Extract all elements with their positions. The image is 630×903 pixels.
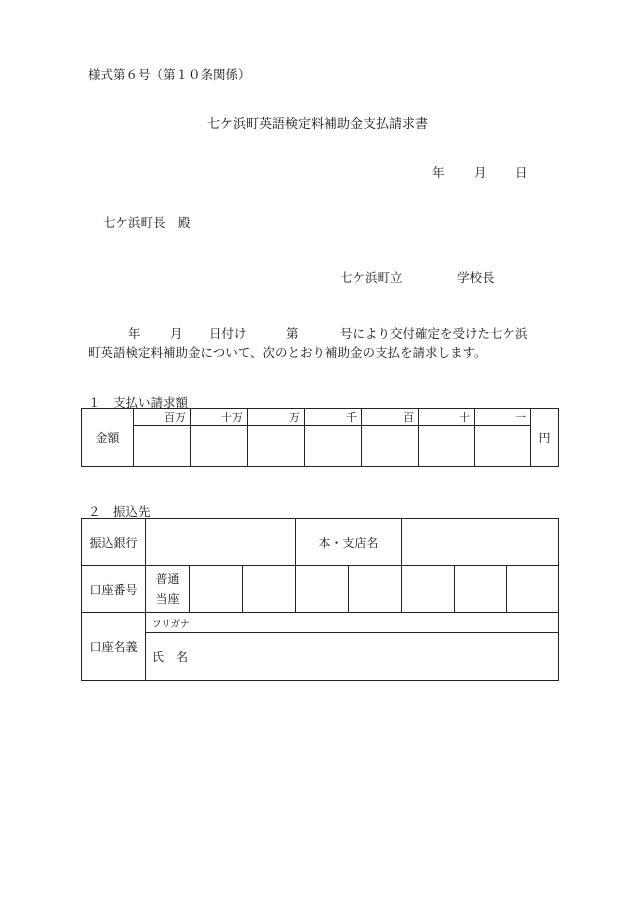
sender-prefix: 七ケ浜町立: [340, 270, 403, 285]
name-label: 氏 名: [152, 650, 189, 664]
unit-ichi: 一: [475, 409, 531, 426]
account-digit-3[interactable]: [296, 566, 349, 613]
bank-label: 振込銀行: [82, 519, 146, 566]
account-digit-7[interactable]: [507, 566, 559, 613]
unit-ju: 十: [419, 409, 475, 426]
amount-digit-juman[interactable]: [191, 426, 248, 467]
unit-hyaku: 百: [362, 409, 419, 426]
bank-name-field[interactable]: [146, 519, 296, 566]
body-year: 年: [128, 326, 141, 341]
furigana-field[interactable]: [146, 613, 559, 633]
body-month: 月: [170, 326, 183, 341]
branch-label: 本・支店名: [296, 519, 402, 566]
date-year: 年: [432, 165, 445, 180]
amount-digit-ichi[interactable]: [475, 426, 531, 467]
amount-digit-hyakuman[interactable]: [134, 426, 191, 467]
account-digit-4[interactable]: [349, 566, 402, 613]
branch-name-field[interactable]: [402, 519, 559, 566]
body-dai: 第: [286, 326, 299, 341]
account-type[interactable]: [146, 566, 190, 613]
addressee: 七ケ浜町長 殿: [103, 215, 191, 230]
date-month: 月: [474, 165, 487, 180]
holder-name-field[interactable]: [146, 633, 559, 681]
furigana-label: フリガナ: [152, 618, 190, 630]
body-dated: 日付け: [209, 326, 247, 341]
account-type-toza[interactable]: 当座: [155, 592, 180, 606]
amount-digit-sen[interactable]: [305, 426, 362, 467]
amount-table: [81, 408, 559, 467]
account-digit-1[interactable]: [190, 566, 243, 613]
body-line2: 町英語検定料補助金について、次のとおり補助金の支払を請求します。: [88, 345, 487, 360]
yen-label: 円: [531, 409, 559, 467]
amount-digit-man[interactable]: [248, 426, 305, 467]
sender-suffix: 学校長: [457, 270, 495, 285]
unit-juman: 十万: [191, 409, 248, 426]
unit-man: 万: [248, 409, 305, 426]
account-digit-2[interactable]: [243, 566, 296, 613]
unit-sen: 千: [305, 409, 362, 426]
amount-digit-hyaku[interactable]: [362, 426, 419, 467]
account-digit-5[interactable]: [402, 566, 455, 613]
unit-hyakuman: 百万: [134, 409, 191, 426]
account-type-futsu[interactable]: 普通: [155, 572, 180, 586]
bank-table: [81, 518, 559, 681]
section1-heading: １ 支払い請求額: [88, 395, 189, 410]
holder-label: 口座名義: [82, 613, 146, 681]
date-day: 日: [515, 165, 528, 180]
form-label: 様式第６号（第１０条関係）: [88, 67, 251, 82]
amount-digit-ju[interactable]: [419, 426, 475, 467]
account-number-label: 口座番号: [82, 566, 146, 613]
document-title: 七ケ浜町英語検定料補助金支払請求書: [207, 117, 429, 132]
account-digit-6[interactable]: [455, 566, 507, 613]
amount-label: 金額: [82, 409, 134, 467]
section2-heading: ２ 振込先: [88, 504, 151, 519]
body-rest1: 号により交付確定を受けた七ケ浜: [340, 326, 528, 341]
